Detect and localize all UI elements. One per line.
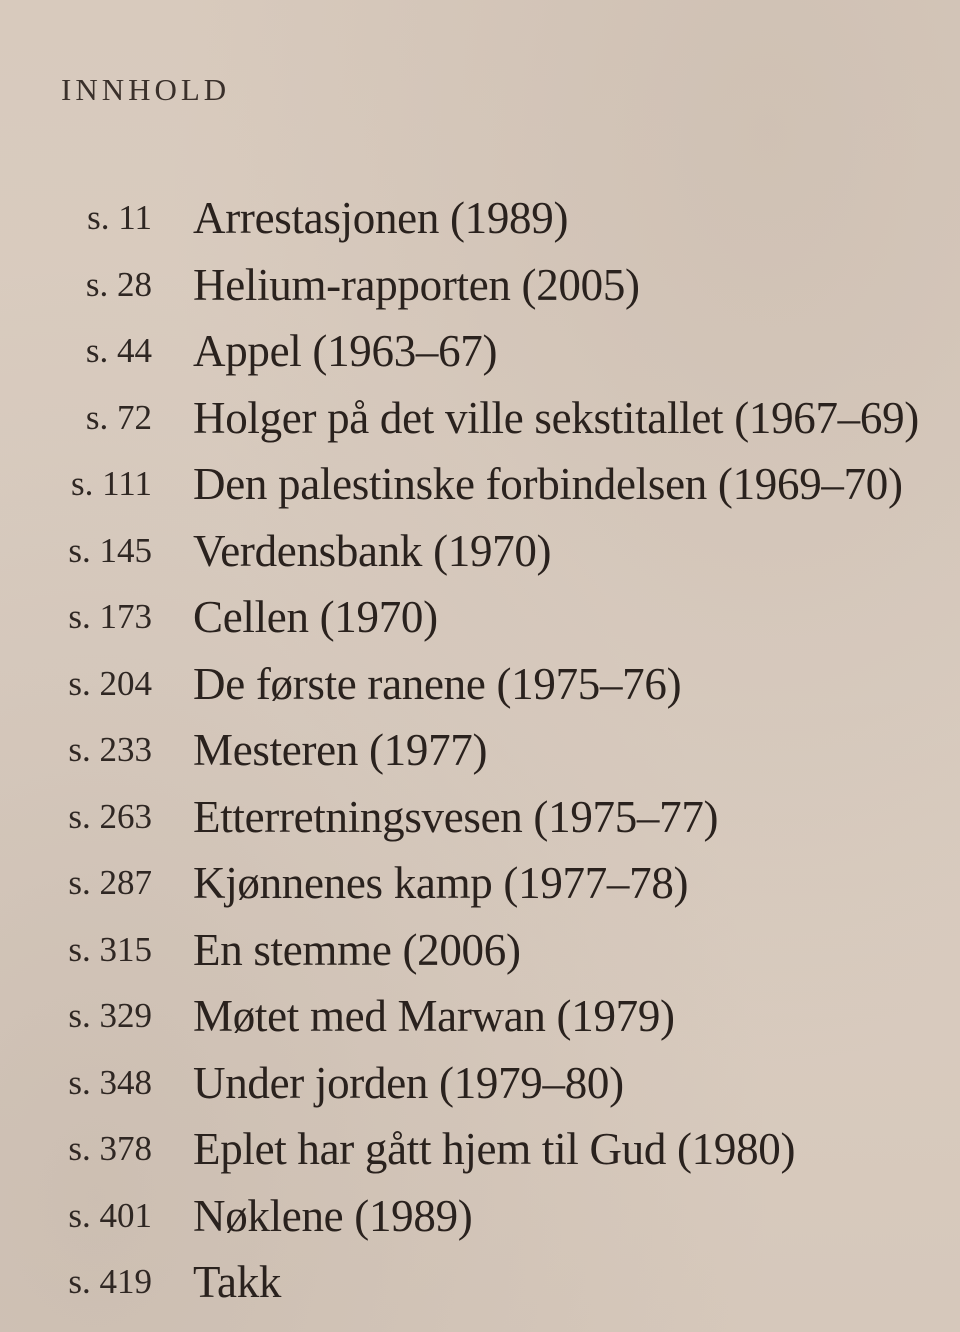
toc-page-number: s. 401 bbox=[68, 1195, 152, 1235]
toc-chapter-title: Cellen (1970) bbox=[193, 592, 438, 642]
toc-entry bbox=[0, 318, 960, 385]
toc-page-number: s. 233 bbox=[68, 730, 152, 769]
toc-page-number: s. 204 bbox=[68, 663, 152, 703]
toc-chapter-title: Nøklene (1989) bbox=[193, 1190, 473, 1241]
toc-entry bbox=[0, 717, 960, 784]
toc-entry bbox=[0, 1116, 960, 1183]
toc-page-number: s. 72 bbox=[85, 397, 152, 437]
toc-page-number: s. 145 bbox=[68, 530, 152, 570]
toc-page-number: s. 28 bbox=[85, 264, 152, 304]
toc-chapter-title: Under jorden (1979–80) bbox=[193, 1057, 624, 1108]
toc-page-number: s. 287 bbox=[68, 863, 152, 902]
toc-page-number: s. 348 bbox=[68, 1062, 152, 1102]
toc-page-number: s. 173 bbox=[68, 597, 152, 636]
toc-page-number: s. 419 bbox=[68, 1262, 152, 1301]
toc-page-number: s. 11 bbox=[87, 198, 152, 237]
toc-chapter-title: Helium-rapporten (2005) bbox=[193, 259, 640, 310]
toc-chapter-title: Takk bbox=[193, 1257, 282, 1307]
toc-page-number: s. 44 bbox=[85, 331, 152, 370]
toc-entry bbox=[0, 451, 960, 518]
toc-entry bbox=[0, 1183, 960, 1250]
toc-chapter-title: Appel (1963–67) bbox=[193, 326, 498, 376]
toc-chapter-title: En stemme (2006) bbox=[193, 924, 521, 975]
toc-chapter-title: Eplet har gått hjem til Gud (1980) bbox=[193, 1124, 796, 1174]
toc-page-number: s. 329 bbox=[68, 996, 152, 1035]
toc-page-number: s. 378 bbox=[68, 1129, 152, 1168]
toc-entry bbox=[0, 185, 960, 252]
toc-page-number: s. 263 bbox=[68, 796, 152, 836]
toc-entry bbox=[0, 252, 960, 319]
toc-chapter-title: Mesteren (1977) bbox=[193, 725, 488, 775]
toc-chapter-title: Den palestinske forbindelsen (1969–70) bbox=[193, 459, 903, 509]
toc-entry bbox=[0, 651, 960, 718]
toc-chapter-title: Møtet med Marwan (1979) bbox=[193, 991, 675, 1041]
table-of-contents bbox=[0, 185, 960, 1316]
toc-chapter-title: Arrestasjonen (1989) bbox=[193, 193, 569, 243]
toc-chapter-title: Holger på det ville sekstitallet (1967–69) bbox=[193, 392, 919, 443]
toc-heading: INNHOLD bbox=[61, 72, 231, 107]
toc-chapter-title: Kjønnenes kamp (1977–78) bbox=[193, 858, 689, 908]
toc-entry bbox=[0, 1050, 960, 1117]
toc-chapter-title: De første ranene (1975–76) bbox=[193, 658, 682, 709]
toc-chapter-title: Verdensbank (1970) bbox=[193, 525, 552, 576]
toc-chapter-title: Etterretningsvesen (1975–77) bbox=[193, 791, 719, 842]
toc-entry bbox=[0, 584, 960, 651]
toc-entry bbox=[0, 983, 960, 1050]
toc-entry bbox=[0, 518, 960, 585]
toc-page-number: s. 315 bbox=[68, 929, 152, 969]
toc-entry bbox=[0, 1249, 960, 1316]
toc-page-number: s. 111 bbox=[70, 464, 152, 503]
toc-entry bbox=[0, 917, 960, 984]
toc-entry bbox=[0, 385, 960, 452]
toc-entry bbox=[0, 784, 960, 851]
toc-entry bbox=[0, 850, 960, 917]
